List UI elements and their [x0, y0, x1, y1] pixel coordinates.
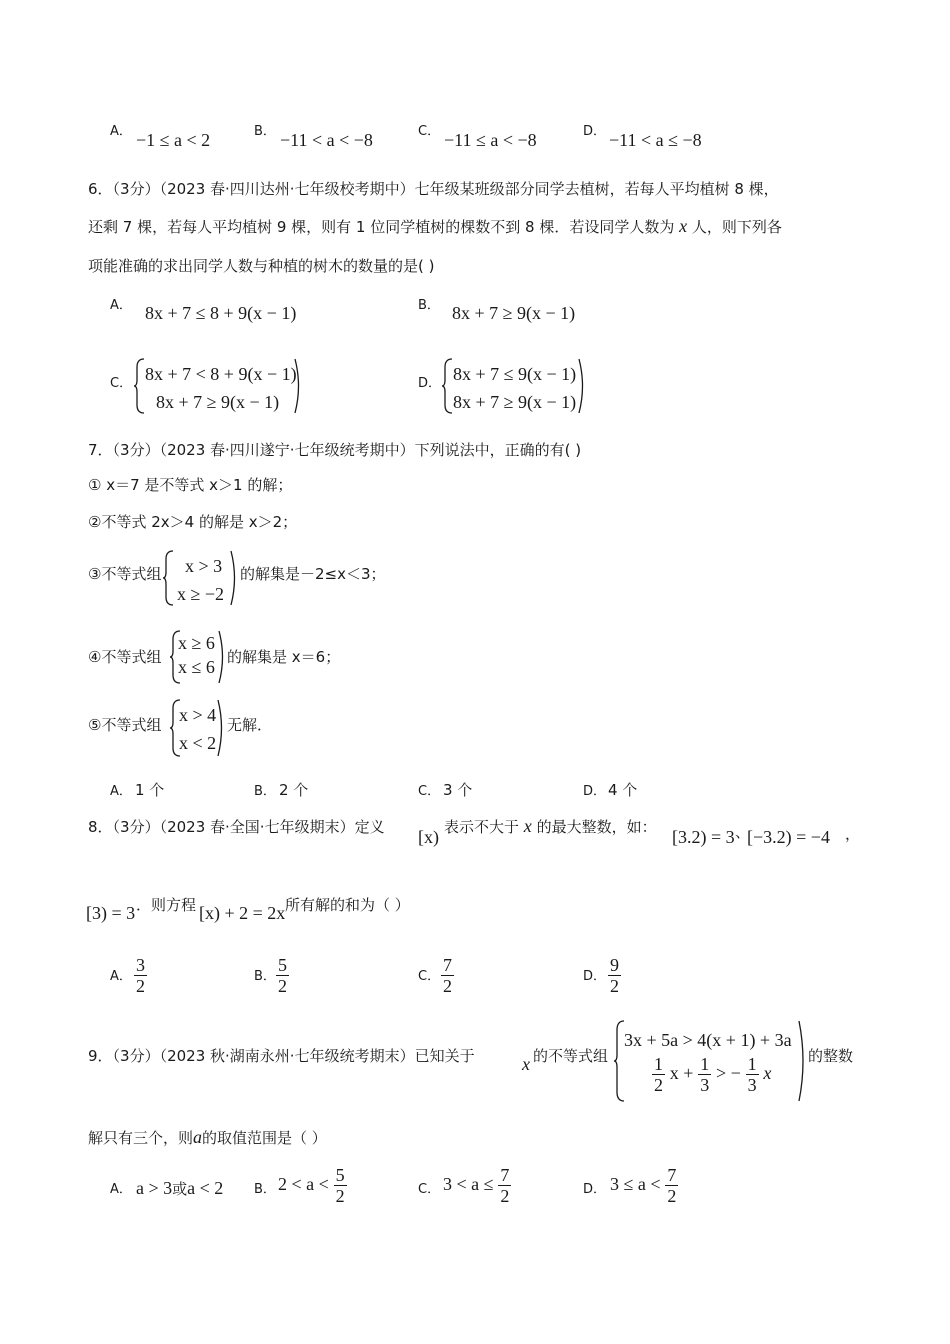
q5-option-b-math[interactable]: −11 < a < −8 [280, 130, 373, 150]
q5-option-b-label[interactable]: B． [254, 124, 276, 139]
q9-option-d-num: 7 [667, 1165, 677, 1185]
q5-option-c-label[interactable]: C． [418, 124, 441, 139]
q9-system-line1: 3x + 5a > 4(x + 1) + 3a [624, 1030, 792, 1050]
q8-separator-1: 、 [735, 823, 751, 841]
q8-option-b-fraction[interactable] [276, 955, 289, 996]
q9-option-c-pre: 3 < a ≤ [443, 1174, 494, 1194]
q6-option-d-line2[interactable]: 8x + 7 ≥ 9(x − 1) [453, 392, 577, 412]
q9-fraction-3 [746, 1054, 759, 1095]
q8-option-c-den: 2 [443, 976, 452, 996]
q6-variable-x: x [679, 216, 688, 236]
q7-option-d-label[interactable]: D． [583, 784, 607, 799]
q9-fraction-1 [652, 1054, 665, 1095]
q7-statement-5-suffix: 无解． [227, 716, 273, 734]
q9-line2 [88, 1127, 327, 1148]
q9-option-b-num: 5 [335, 1165, 345, 1185]
q6-stem-line2-a: 还剩 7 棵，若每人平均植树 9 棵，则有 1 位同学植树的棵数不到 8 棵．若设同学人数为 [88, 218, 675, 236]
q5-option-a-label[interactable]: A． [110, 124, 132, 139]
q6-option-b-label[interactable]: B． [418, 298, 440, 313]
q9-stem-c: 的整数 [808, 1047, 854, 1065]
q8-line2-a: ．则方程 [136, 896, 197, 914]
q8-option-a-den: 2 [136, 976, 145, 996]
q9-option-c-fraction [498, 1165, 511, 1206]
q8-option-b-num: 5 [278, 955, 287, 975]
q7-statement-5-prefix: ⑤不等式组 [88, 716, 162, 734]
q9-fraction-2 [698, 1054, 711, 1095]
q7-option-c-label[interactable]: C． [418, 784, 441, 799]
q9-option-b-label[interactable]: B． [254, 1182, 276, 1197]
q7-statement-3-suffix: 的解集是－2≤x＜3； [240, 565, 386, 583]
q8-definition-math: [x) [418, 827, 439, 847]
q7-s3-left-brace [163, 550, 175, 606]
q8-option-d-num: 9 [610, 955, 619, 975]
q8-stem-a: 8．（3分）（2023 春·全国·七年级期末）定义 [88, 818, 385, 836]
q7-statement-3-prefix: ③不等式组 [88, 565, 162, 583]
q8-option-d-label[interactable]: D． [583, 969, 607, 984]
q9-variable-x: x [522, 1054, 530, 1074]
q8-stem-c: 的最大整数，如： [536, 818, 657, 836]
q7-s5-line2: x < 2 [179, 733, 217, 753]
q6-stem-line1: 6．（3分）（2023 春·四川达州·七年级校考期中）七年级某班级部分同学去植树，若每人平均植树 8 棵， [88, 180, 779, 198]
q8-option-a-label[interactable]: A． [110, 969, 132, 984]
q5-option-a-math[interactable]: −1 ≤ a < 2 [136, 130, 211, 150]
q9-option-b-pre: 2 < a < [278, 1174, 329, 1194]
q6-option-c-label[interactable]: C． [110, 376, 133, 391]
q9-option-d[interactable] [610, 1165, 678, 1206]
q6-option-b-math[interactable]: 8x + 7 ≥ 9(x − 1) [452, 303, 576, 323]
q9-fraction-1-num: 1 [654, 1054, 663, 1074]
q9-option-c-den: 2 [500, 1186, 510, 1206]
q9-option-c[interactable] [443, 1165, 511, 1206]
q8-option-c-fraction[interactable] [441, 955, 454, 996]
q7-s4-line2: x ≤ 6 [178, 657, 215, 677]
q6-option-a-label[interactable]: A． [110, 298, 132, 313]
q7-option-b-label[interactable]: B． [254, 784, 276, 799]
q7-s3-line2: x ≥ −2 [177, 584, 225, 604]
q6-stem-line2-b: 人，则下列各 [691, 218, 782, 236]
q5-option-c-math[interactable]: −11 ≤ a < −8 [444, 130, 537, 150]
q9-option-a-label[interactable]: A． [110, 1182, 132, 1197]
q7-statement-1: ① x＝7 是不等式 x＞1 的解； [88, 476, 293, 494]
q7-option-c-text[interactable]: 3 个 [443, 781, 473, 799]
q8-option-b-label[interactable]: B． [254, 969, 276, 984]
q7-option-a-text[interactable]: 1 个 [135, 781, 165, 799]
q9-line2-a: 解只有三个，则 [88, 1129, 194, 1147]
q9-fraction-3-den: 3 [747, 1075, 757, 1095]
q8-example-2: [−3.2) = −4 [747, 827, 830, 847]
q9-stem-a: 9．（3分）（2023 秋·湖南永州·七年级统考期末）已知关于 [88, 1047, 475, 1065]
q7-option-d-text[interactable]: 4 个 [608, 781, 638, 799]
q9-system-line2 [652, 1054, 771, 1095]
q9-line2-end: x [763, 1063, 772, 1083]
q6-option-c-line1[interactable]: 8x + 7 < 8 + 9(x − 1) [145, 364, 297, 384]
q8-stem-b-line [444, 816, 657, 837]
q6-option-d-label[interactable]: D． [418, 376, 442, 391]
q9-option-d-fraction [665, 1165, 678, 1206]
q6-option-a-math[interactable]: 8x + 7 ≤ 8 + 9(x − 1) [145, 303, 297, 323]
q9-line2-b: 的取值范围是（ ） [202, 1129, 327, 1147]
q9-option-c-num: 7 [500, 1165, 510, 1185]
q9-option-c-label[interactable]: C． [418, 1182, 441, 1197]
q7-s3-right-paren [230, 550, 240, 606]
q7-option-a-label[interactable]: A． [110, 784, 132, 799]
q6-option-c-right-paren [294, 358, 304, 414]
q5-option-d-math[interactable]: −11 < a ≤ −8 [609, 130, 702, 150]
q6-stem-line2 [88, 216, 782, 237]
q6-option-c-line2[interactable]: 8x + 7 ≥ 9(x − 1) [156, 392, 280, 412]
q9-fraction-3-num: 1 [747, 1054, 757, 1074]
q5-option-d-label[interactable]: D． [583, 124, 607, 139]
q8-option-c-num: 7 [443, 955, 452, 975]
q9-option-b[interactable] [278, 1165, 347, 1206]
q9-option-a-part2: a < 2 [187, 1178, 224, 1198]
q9-fraction-2-den: 3 [700, 1075, 710, 1095]
q7-option-b-text[interactable]: 2 个 [279, 781, 309, 799]
q7-s4-line1: x ≥ 6 [178, 633, 215, 653]
q9-system-right-paren [798, 1020, 808, 1102]
q6-option-d-line1[interactable]: 8x + 7 ≤ 9(x − 1) [453, 364, 577, 384]
q9-option-a-or: 或 [172, 1180, 188, 1198]
q6-option-d-right-paren [578, 358, 588, 414]
q9-fraction-2-num: 1 [700, 1054, 710, 1074]
q8-option-c-label[interactable]: C． [418, 969, 441, 984]
q8-equation: [x) + 2 = 2x [199, 903, 286, 923]
q7-statement-2: ②不等式 2x＞4 的解是 x＞2； [88, 513, 298, 531]
q9-option-d-label[interactable]: D． [583, 1182, 607, 1197]
q8-separator-2: ， [845, 825, 861, 843]
q8-variable-x: x [523, 816, 532, 836]
q7-s3-line1: x > 3 [185, 556, 223, 576]
q7-stem: 7．（3分）（2023 春·四川遂宁·七年级统考期中）下列说法中，正确的有( ) [88, 441, 582, 459]
q7-statement-4-prefix: ④不等式组 [88, 648, 162, 666]
q6-stem-line3: 项能准确的求出同学人数与种植的树木的数量的是( ) [88, 257, 435, 275]
q7-statement-4-suffix: 的解集是 x＝6； [227, 648, 341, 666]
q8-example-1: [3.2) = 3 [672, 827, 735, 847]
q9-line2-gt: > − [716, 1063, 741, 1083]
q9-variable-a: a [193, 1127, 203, 1147]
q8-stem-b: 表示不大于 [444, 818, 520, 836]
q9-option-d-pre: 3 ≤ a < [610, 1174, 661, 1194]
q9-option-a[interactable] [136, 1178, 223, 1199]
q7-s5-line1: x > 4 [179, 705, 217, 725]
q8-option-a-num: 3 [136, 955, 145, 975]
q8-option-d-den: 2 [610, 976, 619, 996]
q7-s5-right-paren [217, 699, 227, 757]
q9-option-b-fraction [334, 1165, 347, 1206]
q9-line2-mid: x + [669, 1063, 694, 1083]
q8-example-3: [3) = 3 [86, 903, 136, 923]
q9-option-a-part1: a > 3 [136, 1178, 173, 1198]
q9-option-d-den: 2 [667, 1186, 677, 1206]
q9-option-b-den: 2 [335, 1186, 345, 1206]
q8-option-a-fraction[interactable] [134, 955, 147, 996]
q9-stem-b: 的不等式组 [533, 1047, 609, 1065]
q8-option-b-den: 2 [278, 976, 287, 996]
q8-option-d-fraction[interactable] [608, 955, 621, 996]
q9-fraction-1-den: 2 [654, 1075, 663, 1095]
q8-line2-b: 所有解的和为（ ） [285, 896, 410, 914]
